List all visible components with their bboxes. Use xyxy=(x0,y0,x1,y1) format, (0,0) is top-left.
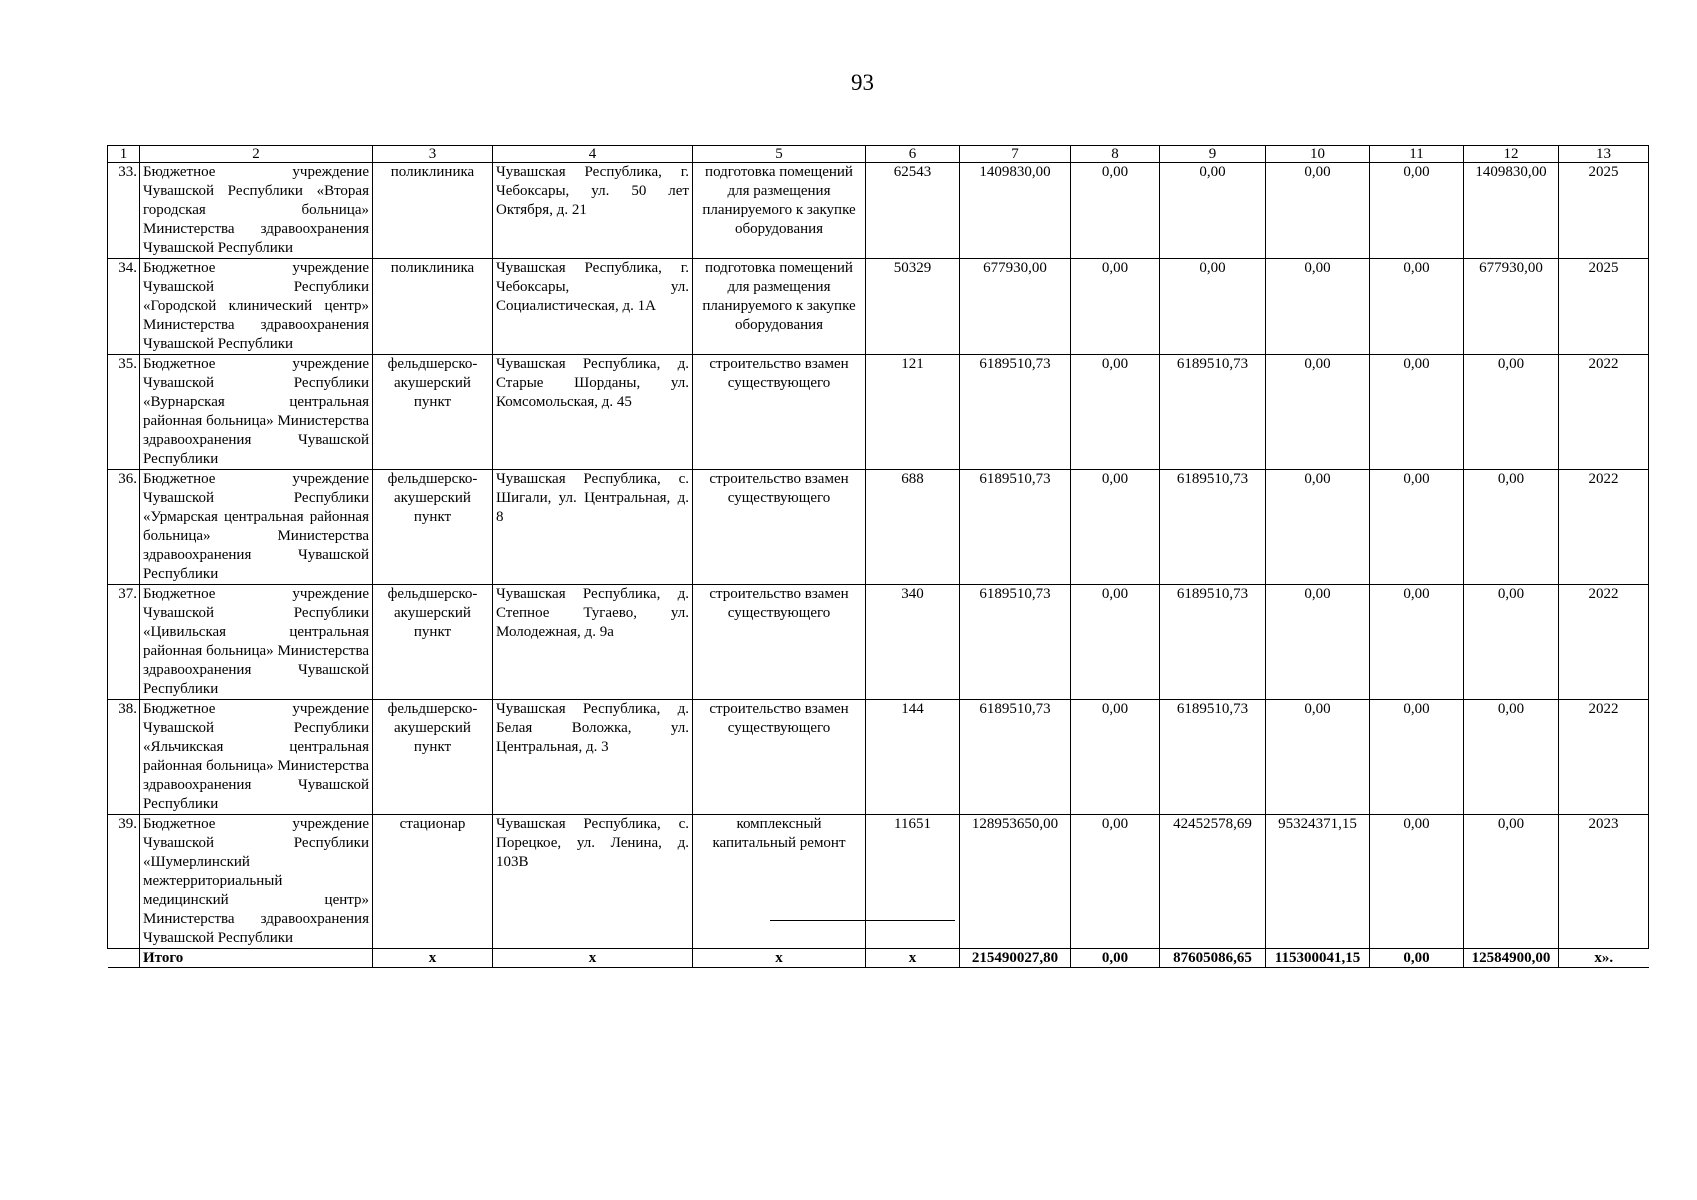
column-header: 1 xyxy=(108,146,140,163)
facility-type: стационар xyxy=(373,815,493,949)
value-cell: 0,00 xyxy=(1071,470,1160,585)
row-number: 34. xyxy=(108,259,140,355)
facility-type: фельдшерско-акушерский пункт xyxy=(373,470,493,585)
value-cell: 0,00 xyxy=(1160,259,1266,355)
facility-type: фельдшерско-акушерский пункт xyxy=(373,355,493,470)
value-cell: 6189510,73 xyxy=(960,585,1071,700)
value-cell: 1409830,00 xyxy=(960,163,1071,259)
year-cell: 2025 xyxy=(1559,163,1649,259)
value-cell: 0,00 xyxy=(1071,700,1160,815)
column-header: 9 xyxy=(1160,146,1266,163)
column-header: 11 xyxy=(1370,146,1464,163)
value-cell: 0,00 xyxy=(1071,163,1160,259)
institution-name: Бюджетное учреждение Чувашской Республики «Урмарская центральная районная больница» Министерства здравоохранения Чувашской Республики xyxy=(140,470,373,585)
value-cell: 6189510,73 xyxy=(1160,585,1266,700)
total-empty-cell xyxy=(108,949,140,968)
row-number: 38. xyxy=(108,700,140,815)
value-cell: 62543 xyxy=(866,163,960,259)
column-header: 12 xyxy=(1464,146,1559,163)
total-label: Итого xyxy=(140,949,373,968)
total-row xyxy=(108,949,1649,968)
year-cell: 2022 xyxy=(1559,355,1649,470)
value-cell: 42452578,69 xyxy=(1160,815,1266,949)
table-row xyxy=(108,815,1649,949)
institution-name: Бюджетное учреждение Чувашской Республики «Вторая городская больница» Министерства здравоохранения Чувашской Республики xyxy=(140,163,373,259)
value-cell: 0,00 xyxy=(1071,355,1160,470)
total-cell: х xyxy=(866,949,960,968)
table-row xyxy=(108,163,1649,259)
value-cell: 0,00 xyxy=(1266,259,1370,355)
row-number: 37. xyxy=(108,585,140,700)
value-cell: 128953650,00 xyxy=(960,815,1071,949)
total-cell: 0,00 xyxy=(1370,949,1464,968)
value-cell: 0,00 xyxy=(1370,259,1464,355)
table-row xyxy=(108,700,1649,815)
value-cell: 0,00 xyxy=(1464,585,1559,700)
value-cell: 6189510,73 xyxy=(960,470,1071,585)
address: Чувашская Республика, г. Чебоксары, ул. 50 лет Октября, д. 21 xyxy=(493,163,693,259)
table-row xyxy=(108,355,1649,470)
value-cell: 0,00 xyxy=(1266,355,1370,470)
value-cell: 688 xyxy=(866,470,960,585)
column-header: 13 xyxy=(1559,146,1649,163)
year-cell: 2022 xyxy=(1559,700,1649,815)
column-header: 3 xyxy=(373,146,493,163)
institution-name: Бюджетное учреждение Чувашской Республики «Шумерлинский межтерриториальный медицинский центр» Министерства здравоохранения Чувашской Республики xyxy=(140,815,373,949)
table-row xyxy=(108,259,1649,355)
value-cell: 6189510,73 xyxy=(960,355,1071,470)
value-cell: 0,00 xyxy=(1370,470,1464,585)
value-cell: 340 xyxy=(866,585,960,700)
value-cell: 1409830,00 xyxy=(1464,163,1559,259)
table-row xyxy=(108,585,1649,700)
total-cell: х xyxy=(373,949,493,968)
work-purpose: подготовка помещений для размещения планируемого к закупке оборудования xyxy=(693,163,866,259)
year-cell: 2022 xyxy=(1559,585,1649,700)
value-cell: 121 xyxy=(866,355,960,470)
address: Чувашская Республика, г. Чебоксары, ул. Социалистическая, д. 1А xyxy=(493,259,693,355)
row-number: 36. xyxy=(108,470,140,585)
institution-name: Бюджетное учреждение Чувашской Республики «Яльчикская центральная районная больница» Министерства здравоохранения Чувашской Республики xyxy=(140,700,373,815)
total-cell: х». xyxy=(1559,949,1649,968)
value-cell: 0,00 xyxy=(1160,163,1266,259)
address: Чувашская Республика, с. Порецкое, ул. Ленина, д. 103В xyxy=(493,815,693,949)
address: Чувашская Республика, с. Шигали, ул. Центральная, д. 8 xyxy=(493,470,693,585)
value-cell: 0,00 xyxy=(1464,815,1559,949)
value-cell: 0,00 xyxy=(1071,815,1160,949)
address: Чувашская Республика, д. Степное Тугаево, ул. Молодежная, д. 9а xyxy=(493,585,693,700)
value-cell: 0,00 xyxy=(1464,700,1559,815)
footnote-divider xyxy=(770,920,955,921)
facility-type: поликлиника xyxy=(373,163,493,259)
value-cell: 0,00 xyxy=(1266,163,1370,259)
work-purpose: строительство взамен существующего xyxy=(693,355,866,470)
value-cell: 677930,00 xyxy=(960,259,1071,355)
work-purpose: строительство взамен существующего xyxy=(693,700,866,815)
value-cell: 6189510,73 xyxy=(1160,700,1266,815)
value-cell: 0,00 xyxy=(1266,585,1370,700)
year-cell: 2025 xyxy=(1559,259,1649,355)
work-purpose: комплексный капитальный ремонт xyxy=(693,815,866,949)
work-purpose: строительство взамен существующего xyxy=(693,585,866,700)
value-cell: 0,00 xyxy=(1464,470,1559,585)
value-cell: 0,00 xyxy=(1370,163,1464,259)
column-header: 4 xyxy=(493,146,693,163)
work-purpose: строительство взамен существующего xyxy=(693,470,866,585)
value-cell: 0,00 xyxy=(1370,815,1464,949)
value-cell: 0,00 xyxy=(1464,355,1559,470)
column-header: 8 xyxy=(1071,146,1160,163)
column-header: 10 xyxy=(1266,146,1370,163)
total-cell: 215490027,80 xyxy=(960,949,1071,968)
value-cell: 0,00 xyxy=(1370,700,1464,815)
column-header: 5 xyxy=(693,146,866,163)
value-cell: 11651 xyxy=(866,815,960,949)
total-cell: 12584900,00 xyxy=(1464,949,1559,968)
value-cell: 6189510,73 xyxy=(1160,470,1266,585)
institution-name: Бюджетное учреждение Чувашской Республики «Городской клинический центр» Министерства здравоохранения Чувашской Республики xyxy=(140,259,373,355)
total-cell: х xyxy=(493,949,693,968)
value-cell: 50329 xyxy=(866,259,960,355)
year-cell: 2023 xyxy=(1559,815,1649,949)
column-number-row xyxy=(108,146,1649,163)
facility-type: фельдшерско-акушерский пункт xyxy=(373,700,493,815)
value-cell: 0,00 xyxy=(1266,700,1370,815)
year-cell: 2022 xyxy=(1559,470,1649,585)
column-header: 6 xyxy=(866,146,960,163)
value-cell: 95324371,15 xyxy=(1266,815,1370,949)
total-cell: 115300041,15 xyxy=(1266,949,1370,968)
total-cell: х xyxy=(693,949,866,968)
value-cell: 0,00 xyxy=(1266,470,1370,585)
row-number: 33. xyxy=(108,163,140,259)
facility-type: поликлиника xyxy=(373,259,493,355)
institution-name: Бюджетное учреждение Чувашской Республики «Вурнарская центральная районная больница» Министерства здравоохранения Чувашской Республики xyxy=(140,355,373,470)
row-number: 35. xyxy=(108,355,140,470)
value-cell: 0,00 xyxy=(1071,259,1160,355)
facility-type: фельдшерско-акушерский пункт xyxy=(373,585,493,700)
work-purpose: подготовка помещений для размещения планируемого к закупке оборудования xyxy=(693,259,866,355)
address: Чувашская Республика, д. Белая Воложка, ул. Центральная, д. 3 xyxy=(493,700,693,815)
value-cell: 677930,00 xyxy=(1464,259,1559,355)
value-cell: 6189510,73 xyxy=(960,700,1071,815)
table-row xyxy=(108,470,1649,585)
value-cell: 6189510,73 xyxy=(1160,355,1266,470)
row-number: 39. xyxy=(108,815,140,949)
budget-table xyxy=(107,145,1649,968)
value-cell: 0,00 xyxy=(1370,355,1464,470)
page-number: 93 xyxy=(851,70,874,95)
total-cell: 0,00 xyxy=(1071,949,1160,968)
value-cell: 0,00 xyxy=(1370,585,1464,700)
column-header: 2 xyxy=(140,146,373,163)
column-header: 7 xyxy=(960,146,1071,163)
value-cell: 0,00 xyxy=(1071,585,1160,700)
value-cell: 144 xyxy=(866,700,960,815)
institution-name: Бюджетное учреждение Чувашской Республики «Цивильская центральная районная больница» Министерства здравоохранения Чувашской Республики xyxy=(140,585,373,700)
total-cell: 87605086,65 xyxy=(1160,949,1266,968)
address: Чувашская Республика, д. Старые Шорданы, ул. Комсомольская, д. 45 xyxy=(493,355,693,470)
